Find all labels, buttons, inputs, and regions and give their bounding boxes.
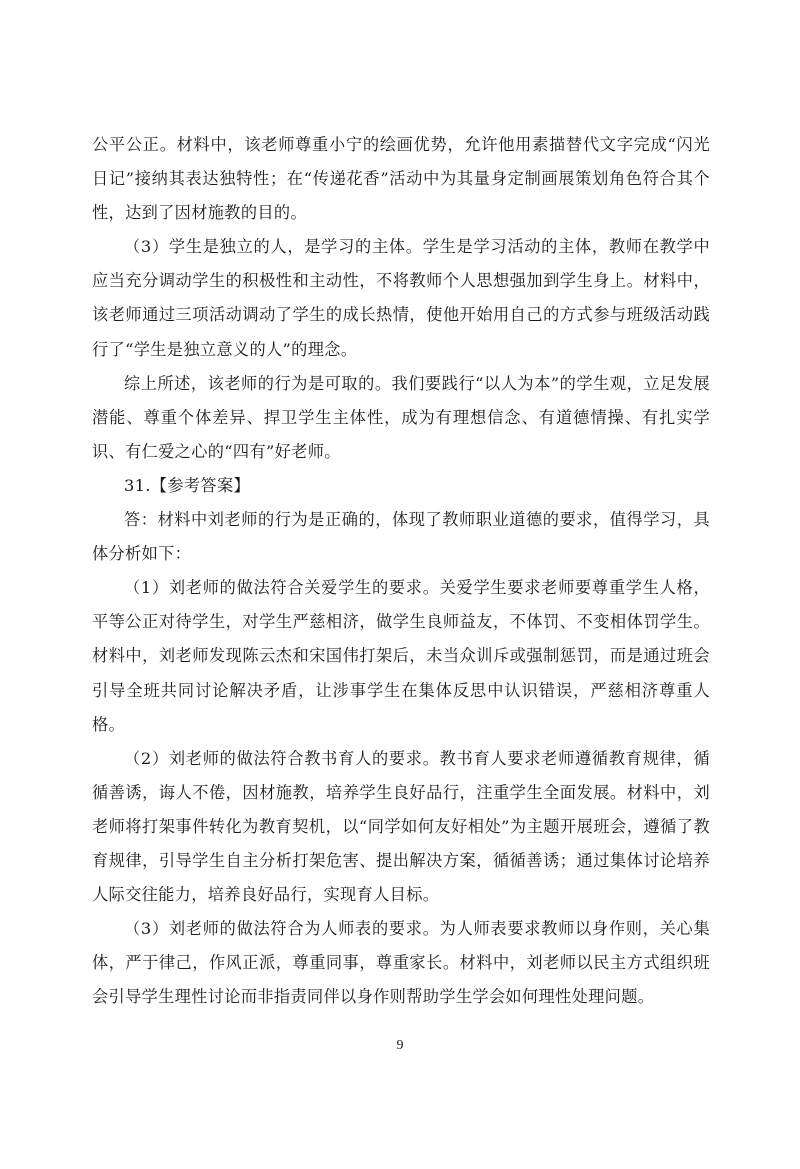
question-31-heading: 31.【参考答案】 <box>124 475 251 495</box>
paragraph-teach-educate: （2）刘老师的做法符合教书育人的要求。教书育人要求老师遵循教育规律，循循善诱，诲人不倦，因材施教，培养学生良好品行，注重学生全面发展。材料中，刘老师将打架事件转化为教育契机，以“同学如何友好相处”为主题开展班会，遵循了教育规律，引导学生自主分析打架危害、提出解决方案，循循善诱；通过集体讨论培养人际交往能力，培养良好品行，实现育人目标。 <box>92 748 710 905</box>
paragraph-summary: 综上所述，该老师的行为是可取的。我们要践行“以人为本”的学生观，立足发展潜能、尊重个体差异、捍卫学生主体性，成为有理想信念、有道德情操、有扎实学识、有仁爱之心的“四有”好老师。 <box>92 373 710 461</box>
paragraph-role-model: （3）刘老师的做法符合为人师表的要求。为人师表要求教师以身作则，关心集体，严于律己，作风正派，尊重同事，尊重家长。材料中，刘老师以民主方式组织班会引导学生理性讨论而非指责同伴以身作则帮助学生学会如何理性处理问题。 <box>92 919 710 1007</box>
page-number: 9 <box>396 1038 404 1053</box>
paragraph-care-students: （1）刘老师的做法符合关爱学生的要求。关爱学生要求老师要尊重学生人格，平等公正对待学生，对学生严慈相济，做学生良师益友，不体罚、不变相体罚学生。材料中，刘老师发现陈云杰和宋国伟打架后，未当众训斥或强制惩罚，而是通过班会引导全班共同讨论解决矛盾，让涉事学生在集体反思中认识错误，严慈相济尊重人格。 <box>92 578 710 734</box>
document-body <box>92 128 710 1014</box>
answer-intro: 答：材料中刘老师的行为是正确的，体现了教师职业道德的要求，值得学习，具体分析如下： <box>92 510 710 564</box>
paragraph-fairness-conclusion: 公平公正。材料中，该老师尊重小宁的绘画优势，允许他用素描替代文字完成“闪光日记”接纳其表达独特性；在“传递花香”活动中为其量身定制画展策划角色符合其个性，达到了因材施教的目的。 <box>92 135 710 223</box>
paragraph-student-independent: （3）学生是独立的人，是学习的主体。学生是学习活动的主体，教师在教学中应当充分调动学生的积极性和主动性，不将教师个人思想强加到学生身上。材料中，该老师通过三项活动调动了学生的成长热情，使他开始用自己的方式参与班级活动践行了“学生是独立意义的人”的理念。 <box>92 237 710 359</box>
